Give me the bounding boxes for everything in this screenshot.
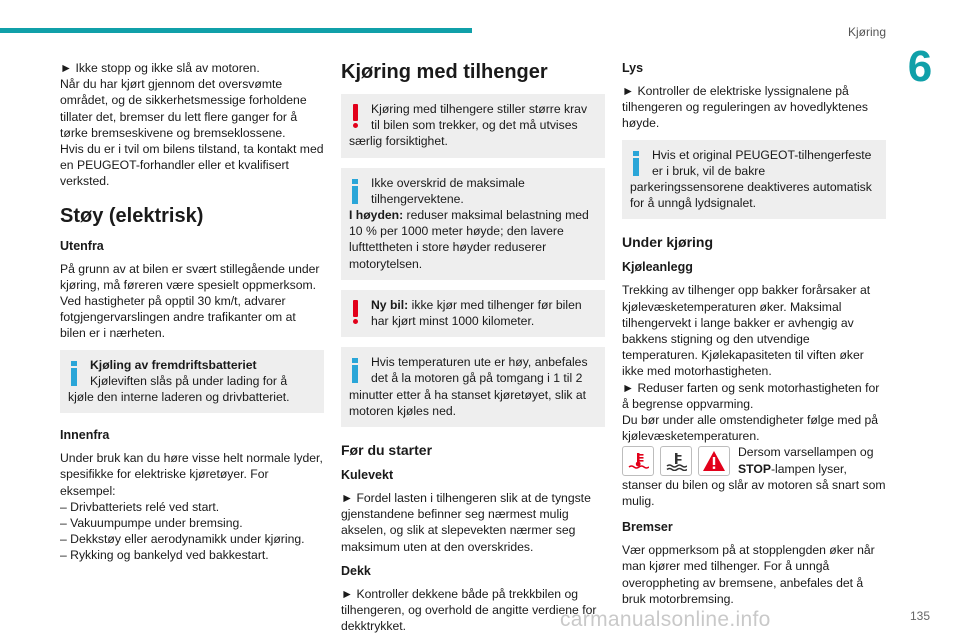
- info-text: Ikke overskrid de maksimale tilhengervektene.: [371, 175, 525, 206]
- paragraph: Trekking av tilhenger opp bakker forårsaker at kjølevæsketemperaturen øker. Maksimal tilhengervekt i lange bakker er avhengig av bakkens stigning og den utvendige temperaturen. Kjølekapasiteten til viften øker ikke med motorhastigheten.: [622, 283, 871, 379]
- info-title: Kjøling av fremdriftsbatteriet: [90, 357, 257, 372]
- paragraph: Du bør under alle omstendigheter følge med på kjølevæsketemperaturen.: [622, 413, 879, 444]
- page-number: 135: [909, 609, 931, 623]
- info-box-temperature: [341, 347, 605, 427]
- heading-brakes: Bremser: [622, 520, 673, 535]
- paragraph: ► Ikke stopp og ikke slå av motoren.: [60, 61, 260, 75]
- paragraph: På grunn av at bilen er svært stillegående under kjøring, må føreren være spesielt oppmerksom. Ved hastigheter på opptil 30 km/t, advarer fotgjengervarslingen andre trafikanter om at bilen er i nærheten.: [60, 261, 320, 341]
- exclamation-icon: [352, 104, 358, 128]
- list-item: – Drivbatteriets relé ved start.: [60, 499, 220, 514]
- info-icon: [71, 361, 77, 386]
- info-box-weights: [341, 168, 605, 280]
- list-item: – Vakuumpumpe under bremsing.: [60, 516, 243, 531]
- coolant-level-icon: [660, 446, 692, 476]
- warning-bold: Ny bil:: [371, 297, 409, 312]
- column-2: [341, 60, 605, 634]
- exclamation-icon: [352, 300, 358, 324]
- coolant-temperature-icon: [622, 446, 654, 476]
- warning-text: [349, 297, 597, 329]
- paragraph: Hvis du er i tvil om bilens tilstand, ta kontakt med en PEUGEOT-forhandler eller et kvalifisert verksted.: [60, 142, 324, 189]
- info-icon: [633, 151, 639, 176]
- heading-before-start: Før du starter: [341, 442, 433, 459]
- heading-lights: Lys: [622, 61, 644, 75]
- info-text: Hvis temperaturen ute er høy, anbefales det å la motoren gå på tomgang i 1 til 2: [371, 355, 588, 386]
- column-3: [622, 60, 886, 607]
- heading-trailer: Kjøring med tilhenger: [341, 61, 548, 83]
- lamp-text: Dersom varsellampen og: [738, 445, 874, 460]
- heading-noise: Støy (elektrisk): [60, 204, 204, 227]
- list-item: – Dekkstøy eller aerodynamikk under kjøring.: [60, 532, 305, 547]
- heading-inside: Innenfra: [60, 428, 110, 443]
- paragraph: Under bruk kan du høre visse helt normale lyder, spesifikke for elektriske kjøretøyer. For eksempel:: [60, 451, 323, 498]
- info-icon: [352, 358, 358, 383]
- heading-outside: Utenfra: [60, 238, 104, 253]
- lamp-stop-bold: STOP: [738, 461, 771, 476]
- info-bold: I høyden:: [349, 208, 404, 223]
- info-text: Hvis et original PEUGEOT-tilhengerfeste er i bruk, vil de bakre: [652, 147, 872, 178]
- info-text: Kjøleviften slås på under lading for å: [90, 373, 288, 388]
- info-text: [349, 207, 597, 272]
- section-title: Kjøring: [847, 25, 886, 39]
- watermark: carmanualsonline.info: [560, 608, 771, 631]
- info-box-towbar: [622, 140, 886, 220]
- info-box-cooling: [60, 350, 324, 414]
- paragraph: ► Kontroller de elektriske lyssignalene på tilhengeren og reguleringen av hovedlyktenes høyde.: [622, 84, 868, 131]
- chapter-number: 6: [907, 42, 933, 91]
- info-text: parkeringssensorene deaktiveres automatisk for å unngå lydsignalet.: [630, 180, 872, 211]
- warning-text: Kjøring med tilhengere stiller større krav til bilen som trekker, og det må utvises: [371, 102, 588, 133]
- warning-span: ikke kjør med tilhenger før bilen har kjørt minst 1000 kilometer.: [371, 297, 582, 329]
- heading-cooling: Kjøleanlegg: [622, 260, 693, 275]
- info-icon: [352, 179, 358, 204]
- info-text: kjøle den interne laderen og drivbatteriet.: [68, 390, 290, 405]
- heading-driving: Under kjøring: [622, 234, 714, 251]
- info-text: minutter etter å ha stanset kjøretøyet, slik at motoren kjøles ned.: [349, 387, 587, 418]
- stop-warning-icon: [698, 446, 730, 476]
- lamp-text: -lampen lyser, stanser du bilen og slår av motoren så snart som mulig.: [622, 461, 886, 509]
- heading-tyres: Dekk: [341, 563, 371, 578]
- column-1: [60, 60, 324, 564]
- header-accent-bar: [0, 28, 472, 33]
- paragraph: ► Reduser farten og senk motorhastigheten for å begrense oppvarming.: [622, 380, 880, 411]
- warning-lamps-paragraph: [622, 444, 886, 509]
- paragraph: ► Fordel lasten i tilhengeren slik at de tyngste gjenstandene befinner seg nærmest mulig akselen, og slik at slepevekten nærmer seg maksimum uten at den overskrides.: [341, 491, 591, 554]
- paragraph: Når du har kjørt gjennom det oversvømte området, og de sikkerhetsmessige forholdene tillater det, bremser du lett flere ganger for å tørke bremseskivene og bremseklossene.: [60, 77, 307, 140]
- warning-box-trailer: [341, 94, 605, 158]
- warning-box-new-car: [341, 290, 605, 337]
- list-item: – Rykking og bankelyd ved bakkestart.: [60, 548, 269, 563]
- info-span: reduser maksimal belastning med 10 % per 1000 meter høyde; den lavere lufttettheten i store høyder reduserer motorytelsen.: [349, 208, 589, 271]
- heading-load: Kulevekt: [341, 468, 394, 483]
- paragraph: Vær oppmerksom på at stopplengden øker når man kjører med tilhenger. For å unngå overoppheting av bremsene, anbefales det å bruk motorbremsing.: [622, 543, 875, 606]
- paragraph: ► Kontroller dekkene både på trekkbilen og tilhengeren, og overhold de angitte verdiene for dekktrykket.: [341, 586, 597, 634]
- warning-text: særlig forsiktighet.: [349, 134, 448, 149]
